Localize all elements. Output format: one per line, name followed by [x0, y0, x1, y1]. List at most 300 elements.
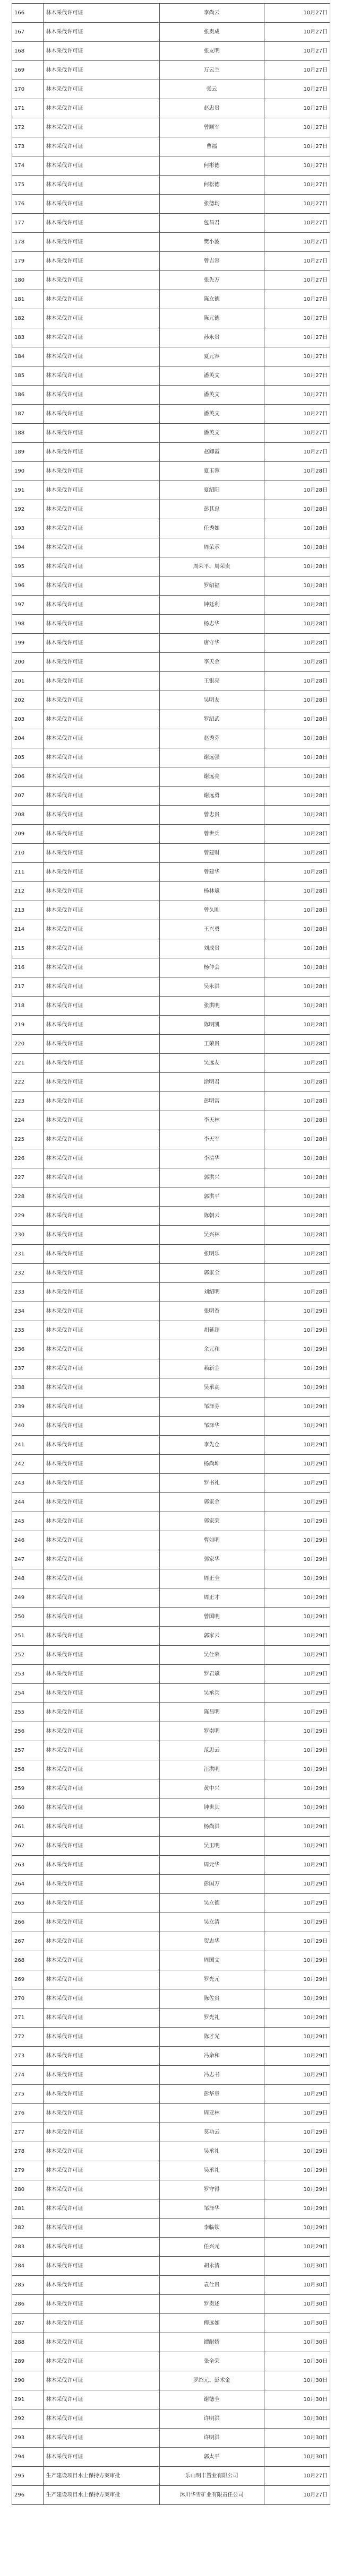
row-number-cell: 179	[12, 252, 44, 271]
permit-type-cell: 生产建设项目水土保持方案审批	[44, 2486, 159, 2505]
row-number-cell: 171	[12, 99, 44, 118]
table-row	[12, 615, 330, 634]
applicant-name-cell: 曾建财	[159, 844, 264, 863]
applicant-name-cell: 李天军	[159, 1130, 264, 1149]
date-cell: 10月28日	[264, 1130, 330, 1149]
applicant-name-cell: 乐山明丰置业有限公司	[159, 2467, 264, 2486]
permit-type-cell: 林木采伐许可证	[44, 2085, 159, 2104]
row-number-cell: 283	[12, 2238, 44, 2257]
applicant-name-cell: 罗守得	[159, 2180, 264, 2199]
table-row	[12, 1054, 330, 1073]
row-number-cell: 264	[12, 1875, 44, 1894]
row-number-cell: 247	[12, 1550, 44, 1569]
permit-type-cell: 林木采伐许可证	[44, 691, 159, 710]
date-cell: 10月28日	[264, 787, 330, 806]
table-row	[12, 1474, 330, 1493]
permit-type-cell: 林木采伐许可证	[44, 2352, 159, 2371]
permit-type-cell: 林木采伐许可证	[44, 1321, 159, 1340]
applicant-name-cell: 任兴元	[159, 2238, 264, 2257]
applicant-name-cell: 陈才光	[159, 2028, 264, 2047]
date-cell: 10月30日	[264, 2276, 330, 2295]
date-cell: 10月27日	[264, 2467, 330, 2486]
date-cell: 10月28日	[264, 1245, 330, 1264]
permit-type-cell: 林木采伐许可证	[44, 748, 159, 767]
date-cell: 10月28日	[264, 1035, 330, 1054]
permit-type-cell: 林木采伐许可证	[44, 1398, 159, 1417]
table-row	[12, 1798, 330, 1818]
applicant-name-cell: 杨尚坤	[159, 1455, 264, 1474]
date-cell: 10月28日	[264, 615, 330, 634]
table-row	[12, 347, 330, 366]
date-cell: 10月29日	[264, 2047, 330, 2066]
row-number-cell: 263	[12, 1856, 44, 1875]
permit-type-cell: 林木采伐许可证	[44, 1837, 159, 1856]
table-row	[12, 271, 330, 290]
applicant-name-cell: 许明洪	[159, 2429, 264, 2448]
permit-type-cell: 林木采伐许可证	[44, 1226, 159, 1245]
date-cell: 10月28日	[264, 767, 330, 787]
permit-type-cell: 林木采伐许可证	[44, 2142, 159, 2161]
table-row	[12, 844, 330, 863]
row-number-cell: 169	[12, 61, 44, 80]
table-row	[12, 2009, 330, 2028]
permit-type-cell: 林木采伐许可证	[44, 1149, 159, 1168]
date-cell: 10月27日	[264, 328, 330, 347]
row-number-cell: 296	[12, 2486, 44, 2505]
date-cell: 10月29日	[264, 1837, 330, 1856]
date-cell: 10月28日	[264, 557, 330, 577]
row-number-cell: 275	[12, 2085, 44, 2104]
row-number-cell: 293	[12, 2429, 44, 2448]
permit-type-cell: 林木采伐许可证	[44, 1436, 159, 1455]
permit-type-cell: 林木采伐许可证	[44, 481, 159, 500]
table-row	[12, 1550, 330, 1569]
date-cell: 10月29日	[264, 2028, 330, 2047]
date-cell: 10月28日	[264, 1149, 330, 1168]
applicant-name-cell: 杨仲会	[159, 958, 264, 977]
date-cell: 10月27日	[264, 347, 330, 366]
row-number-cell: 248	[12, 1569, 44, 1588]
applicant-name-cell: 李临钦	[159, 2219, 264, 2238]
applicant-name-cell: 郭家全	[159, 1264, 264, 1283]
row-number-cell: 186	[12, 386, 44, 405]
table-row	[12, 23, 330, 42]
table-row	[12, 366, 330, 386]
row-number-cell: 251	[12, 1627, 44, 1646]
table-row	[12, 2257, 330, 2276]
table-row	[12, 99, 330, 118]
permit-type-cell: 林木采伐许可证	[44, 195, 159, 214]
applicant-name-cell: 罗绍福	[159, 577, 264, 596]
permit-type-cell: 林木采伐许可证	[44, 1073, 159, 1092]
permit-type-cell: 林木采伐许可证	[44, 1550, 159, 1569]
table-row	[12, 806, 330, 825]
table-row	[12, 2123, 330, 2142]
table-row	[12, 1951, 330, 1970]
row-number-cell: 218	[12, 997, 44, 1016]
table-row	[12, 252, 330, 271]
permit-type-cell: 林木采伐许可证	[44, 2047, 159, 2066]
row-number-cell: 178	[12, 233, 44, 252]
applicant-name-cell: 赵卿霞	[159, 443, 264, 462]
table-row	[12, 1684, 330, 1703]
table-row	[12, 1493, 330, 1512]
row-number-cell: 244	[12, 1493, 44, 1512]
date-cell: 10月28日	[264, 710, 330, 729]
date-cell: 10月27日	[264, 252, 330, 271]
permit-type-cell: 林木采伐许可证	[44, 1302, 159, 1321]
table-row	[12, 2467, 330, 2486]
applicant-name-cell: 张先万	[159, 271, 264, 290]
permit-type-cell: 林木采伐许可证	[44, 424, 159, 443]
date-cell: 10月27日	[264, 156, 330, 176]
applicant-name-cell: 陈佐贵	[159, 1989, 264, 2009]
table-row	[12, 1856, 330, 1875]
permit-type-cell: 林木采伐许可证	[44, 1932, 159, 1951]
permit-type-cell: 林木采伐许可证	[44, 729, 159, 748]
date-cell: 10月28日	[264, 1092, 330, 1111]
date-cell: 10月29日	[264, 2180, 330, 2199]
table-row	[12, 2028, 330, 2047]
row-number-cell: 292	[12, 2409, 44, 2429]
table-row	[12, 1837, 330, 1856]
table-row	[12, 2486, 330, 2505]
table-row	[12, 1913, 330, 1932]
date-cell: 10月30日	[264, 2448, 330, 2467]
date-cell: 10月29日	[264, 1436, 330, 1455]
row-number-cell: 243	[12, 1474, 44, 1493]
row-number-cell: 207	[12, 787, 44, 806]
applicant-name-cell: 吴永洪	[159, 977, 264, 997]
permit-type-cell: 林木采伐许可证	[44, 1989, 159, 2009]
row-number-cell: 240	[12, 1417, 44, 1436]
date-cell: 10月30日	[264, 2314, 330, 2333]
date-cell: 10月29日	[264, 2238, 330, 2257]
row-number-cell: 182	[12, 309, 44, 328]
row-number-cell: 254	[12, 1684, 44, 1703]
row-number-cell: 187	[12, 405, 44, 424]
date-cell: 10月29日	[264, 1760, 330, 1779]
permit-type-cell: 林木采伐许可证	[44, 1703, 159, 1722]
permit-type-cell: 生产建设项目水土保持方案审批	[44, 2467, 159, 2486]
applicant-name-cell: 罗绍武	[159, 710, 264, 729]
permit-type-cell: 林木采伐许可证	[44, 615, 159, 634]
row-number-cell: 234	[12, 1302, 44, 1321]
permit-type-cell: 林木采伐许可证	[44, 1207, 159, 1226]
row-number-cell: 229	[12, 1207, 44, 1226]
applicant-name-cell: 万云兰	[159, 61, 264, 80]
applicant-name-cell: 赵忠贵	[159, 99, 264, 118]
applicant-name-cell: 潘英文	[159, 366, 264, 386]
applicant-name-cell: 彭华章	[159, 2085, 264, 2104]
row-number-cell: 225	[12, 1130, 44, 1149]
permit-type-cell: 林木采伐许可证	[44, 80, 159, 99]
row-number-cell: 180	[12, 271, 44, 290]
row-number-cell: 282	[12, 2219, 44, 2238]
permit-type-cell: 林木采伐许可证	[44, 1283, 159, 1302]
applicant-name-cell: 罗绍元、彭术金	[159, 2371, 264, 2390]
applicant-name-cell: 刘成贵	[159, 939, 264, 958]
table-row	[12, 1703, 330, 1722]
table-row	[12, 1818, 330, 1837]
applicant-name-cell: 张全荣	[159, 2352, 264, 2371]
permit-type-cell: 林木采伐许可证	[44, 920, 159, 939]
permit-type-cell: 林木采伐许可证	[44, 271, 159, 290]
permit-type-cell: 林木采伐许可证	[44, 23, 159, 42]
applicant-name-cell: 张明香	[159, 1302, 264, 1321]
row-number-cell: 196	[12, 577, 44, 596]
table-row	[12, 1646, 330, 1665]
row-number-cell: 223	[12, 1092, 44, 1111]
row-number-cell: 241	[12, 1436, 44, 1455]
row-number-cell: 237	[12, 1359, 44, 1378]
permit-type-cell: 林木采伐许可证	[44, 577, 159, 596]
applicant-name-cell: 袁仕贵	[159, 2276, 264, 2295]
applicant-name-cell: 邹泽华	[159, 1417, 264, 1436]
applicant-name-cell: 曾久刚	[159, 901, 264, 920]
permit-table	[12, 3, 330, 2505]
applicant-name-cell: 曾国明	[159, 1608, 264, 1627]
date-cell: 10月28日	[264, 500, 330, 519]
date-cell: 10月29日	[264, 1741, 330, 1760]
row-number-cell: 290	[12, 2371, 44, 2390]
applicant-name-cell: 樊小波	[159, 233, 264, 252]
date-cell: 10月29日	[264, 1913, 330, 1932]
table-row	[12, 1359, 330, 1378]
applicant-name-cell: 钟世其	[159, 1798, 264, 1818]
table-row	[12, 1436, 330, 1455]
table-row	[12, 80, 330, 99]
row-number-cell: 172	[12, 118, 44, 137]
permit-type-cell: 林木采伐许可证	[44, 2276, 159, 2295]
permit-type-cell: 林木采伐许可证	[44, 1684, 159, 1703]
table-row	[12, 443, 330, 462]
row-number-cell: 238	[12, 1378, 44, 1398]
permit-type-cell: 林木采伐许可证	[44, 1875, 159, 1894]
table-row	[12, 787, 330, 806]
applicant-name-cell: 余元和	[159, 1340, 264, 1359]
table-row	[12, 61, 330, 80]
table-row	[12, 42, 330, 61]
date-cell: 10月29日	[264, 1531, 330, 1550]
row-number-cell: 286	[12, 2295, 44, 2314]
date-cell: 10月28日	[264, 538, 330, 557]
applicant-name-cell: 王荣贵	[159, 1035, 264, 1054]
date-cell: 10月29日	[264, 2219, 330, 2238]
row-number-cell: 192	[12, 500, 44, 519]
applicant-name-cell: 吴立德	[159, 1894, 264, 1913]
permit-type-cell: 林木采伐许可证	[44, 2333, 159, 2352]
applicant-name-cell: 王银亮	[159, 672, 264, 691]
permit-type-cell: 林木采伐许可证	[44, 2314, 159, 2333]
date-cell: 10月28日	[264, 1168, 330, 1187]
row-number-cell: 259	[12, 1779, 44, 1798]
applicant-name-cell: 潘英文	[159, 386, 264, 405]
row-number-cell: 208	[12, 806, 44, 825]
date-cell: 10月29日	[264, 2161, 330, 2180]
applicant-name-cell: 郭洪平	[159, 1187, 264, 1207]
row-number-cell: 215	[12, 939, 44, 958]
permit-type-cell: 林木采伐许可证	[44, 2199, 159, 2219]
applicant-name-cell: 谢远勇	[159, 787, 264, 806]
row-number-cell: 214	[12, 920, 44, 939]
date-cell: 10月29日	[264, 2085, 330, 2104]
date-cell: 10月27日	[264, 424, 330, 443]
permit-type-cell: 林木采伐许可证	[44, 653, 159, 672]
table-row	[12, 1035, 330, 1054]
date-cell: 10月29日	[264, 1779, 330, 1798]
applicant-name-cell: 吴远友	[159, 1054, 264, 1073]
table-row	[12, 2276, 330, 2295]
applicant-name-cell: 杨林斌	[159, 882, 264, 901]
table-row	[12, 500, 330, 519]
applicant-name-cell: 罗崇明	[159, 1722, 264, 1741]
table-row	[12, 156, 330, 176]
date-cell: 10月29日	[264, 1894, 330, 1913]
permit-type-cell: 林木采伐许可证	[44, 2219, 159, 2238]
date-cell: 10月28日	[264, 863, 330, 882]
permit-type-cell: 林木采伐许可证	[44, 42, 159, 61]
permit-type-cell: 林木采伐许可证	[44, 1092, 159, 1111]
row-number-cell: 206	[12, 767, 44, 787]
date-cell: 10月28日	[264, 1283, 330, 1302]
date-cell: 10月28日	[264, 653, 330, 672]
permit-type-cell: 林木采伐许可证	[44, 176, 159, 195]
applicant-name-cell: 吴仕荣	[159, 1646, 264, 1665]
permit-type-cell: 林木采伐许可证	[44, 557, 159, 577]
row-number-cell: 176	[12, 195, 44, 214]
table-row	[12, 2219, 330, 2238]
table-row	[12, 1111, 330, 1130]
applicant-name-cell: 胡永清	[159, 2257, 264, 2276]
applicant-name-cell: 包昌君	[159, 214, 264, 233]
date-cell: 10月29日	[264, 1646, 330, 1665]
row-number-cell: 216	[12, 958, 44, 977]
date-cell: 10月28日	[264, 748, 330, 767]
row-number-cell: 279	[12, 2161, 44, 2180]
table-row	[12, 1627, 330, 1646]
table-row	[12, 920, 330, 939]
applicant-name-cell: 吴兴林	[159, 1226, 264, 1245]
applicant-name-cell: 郭家云	[159, 1627, 264, 1646]
row-number-cell: 195	[12, 557, 44, 577]
date-cell: 10月29日	[264, 2066, 330, 2085]
row-number-cell: 211	[12, 863, 44, 882]
date-cell: 10月27日	[264, 61, 330, 80]
row-number-cell: 200	[12, 653, 44, 672]
table-row	[12, 2047, 330, 2066]
date-cell: 10月29日	[264, 1378, 330, 1398]
permit-type-cell: 林木采伐许可证	[44, 519, 159, 538]
row-number-cell: 201	[12, 672, 44, 691]
date-cell: 10月29日	[264, 1798, 330, 1818]
date-cell: 10月28日	[264, 481, 330, 500]
date-cell: 10月29日	[264, 2104, 330, 2123]
row-number-cell: 173	[12, 137, 44, 156]
date-cell: 10月29日	[264, 1951, 330, 1970]
row-number-cell: 166	[12, 4, 44, 23]
row-number-cell: 295	[12, 2467, 44, 2486]
permit-type-cell: 林木采伐许可证	[44, 2180, 159, 2199]
date-cell: 10月29日	[264, 1703, 330, 1722]
applicant-name-cell: 周亚林	[159, 2104, 264, 2123]
applicant-name-cell: 邹泽芬	[159, 1398, 264, 1417]
table-row	[12, 2104, 330, 2123]
table-row	[12, 2142, 330, 2161]
row-number-cell: 236	[12, 1340, 44, 1359]
applicant-name-cell: 郭洪兴	[159, 1168, 264, 1187]
permit-type-cell: 林木采伐许可证	[44, 366, 159, 386]
row-number-cell: 268	[12, 1951, 44, 1970]
table-row	[12, 2333, 330, 2352]
applicant-name-cell: 吴明友	[159, 691, 264, 710]
permit-type-cell: 林木采伐许可证	[44, 1111, 159, 1130]
permit-type-cell: 林木采伐许可证	[44, 1665, 159, 1684]
permit-type-cell: 林木采伐许可证	[44, 538, 159, 557]
applicant-name-cell: 莫功云	[159, 2123, 264, 2142]
applicant-name-cell: 陈元德	[159, 309, 264, 328]
table-row	[12, 1092, 330, 1111]
applicant-name-cell: 沐川华雪矿业有限责任公司	[159, 2486, 264, 2505]
permit-type-cell: 林木采伐许可证	[44, 863, 159, 882]
table-row	[12, 577, 330, 596]
applicant-name-cell: 曹如明	[159, 1531, 264, 1550]
row-number-cell: 220	[12, 1035, 44, 1054]
applicant-name-cell: 杨志华	[159, 615, 264, 634]
table-row	[12, 1168, 330, 1187]
table-row	[12, 767, 330, 787]
table-row	[12, 538, 330, 557]
row-number-cell: 276	[12, 2104, 44, 2123]
row-number-cell: 210	[12, 844, 44, 863]
table-row	[12, 1932, 330, 1951]
applicant-name-cell: 陈朝云	[159, 1207, 264, 1226]
date-cell: 10月28日	[264, 806, 330, 825]
permit-type-cell: 林木采伐许可证	[44, 1818, 159, 1837]
date-cell: 10月29日	[264, 1627, 330, 1646]
permit-type-cell: 林木采伐许可证	[44, 500, 159, 519]
applicant-name-cell: 郭家金	[159, 1493, 264, 1512]
date-cell: 10月29日	[264, 2142, 330, 2161]
row-number-cell: 267	[12, 1932, 44, 1951]
applicant-name-cell: 曾吉容	[159, 252, 264, 271]
row-number-cell: 278	[12, 2142, 44, 2161]
applicant-name-cell: 夏元容	[159, 347, 264, 366]
date-cell: 10月28日	[264, 672, 330, 691]
table-row	[12, 4, 330, 23]
date-cell: 10月28日	[264, 729, 330, 748]
date-cell: 10月27日	[264, 290, 330, 309]
permit-type-cell: 林木采伐许可证	[44, 443, 159, 462]
table-row	[12, 137, 330, 156]
date-cell: 10月30日	[264, 2333, 330, 2352]
row-number-cell: 231	[12, 1245, 44, 1264]
row-number-cell: 167	[12, 23, 44, 42]
row-number-cell: 221	[12, 1054, 44, 1073]
permit-type-cell: 林木采伐许可证	[44, 1264, 159, 1283]
permit-type-cell: 林木采伐许可证	[44, 1798, 159, 1818]
applicant-name-cell: 陈明凯	[159, 1016, 264, 1035]
applicant-name-cell: 张友明	[159, 42, 264, 61]
table-row	[12, 1283, 330, 1302]
permit-type-cell: 林木采伐许可证	[44, 1245, 159, 1264]
applicant-name-cell: 周元华	[159, 1856, 264, 1875]
table-row	[12, 195, 330, 214]
permit-type-cell: 林木采伐许可证	[44, 99, 159, 118]
applicant-name-cell: 吴承兵	[159, 1684, 264, 1703]
applicant-name-cell: 任秀如	[159, 519, 264, 538]
applicant-name-cell: 李天金	[159, 653, 264, 672]
